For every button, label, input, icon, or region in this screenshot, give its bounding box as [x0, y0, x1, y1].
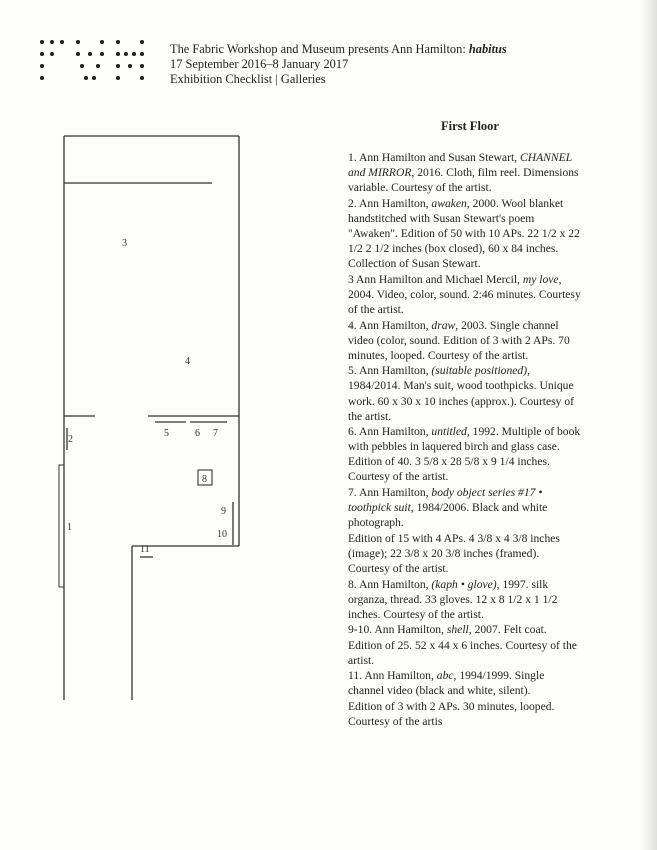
floor-title: First Floor [441, 119, 499, 133]
checklist-item: 9-10. Ann Hamilton, shell, 2007. Felt coat. Edition of 25. 52 x 44 x 6 inches. Courtesy of the artist. [348, 623, 577, 667]
checklist-item: Edition of 15 with 4 APs. 4 3/8 x 4 3/8 inches (image); 22 3/8 x 20 3/8 inches (framed). Courtesy of the artist. [348, 531, 560, 576]
plan-label-7: 7 [213, 428, 218, 439]
plan-wall-piece [59, 465, 64, 587]
checklist-item: 11. Ann Hamilton, abc, 1994/1999. Single channel video (black and white, silent). [348, 669, 545, 698]
scan-page-edge [639, 0, 657, 850]
plan-label-6: 6 [195, 428, 200, 439]
checklist-item: 5. Ann Hamilton, (suitable positioned), 1984/2014. Man's suit, wood toothpicks. Unique work. 60 x 30 x 10 inches (approx.). Courtesy of the artist. [348, 364, 575, 423]
checklist-item: Edition of 3 with 2 APs. 30 minutes, looped. Courtesy of the artis [348, 699, 555, 728]
header-line-1: The Fabric Workshop and Museum presents Ann Hamilton: habitus [170, 42, 507, 56]
checklist [348, 150, 583, 730]
plan-label-1: 1 [67, 522, 72, 533]
plan-label-8: 8 [202, 474, 207, 485]
exhibition-title: habitus [468, 42, 507, 56]
floor-plan [0, 0, 330, 700]
checklist-item: 2. Ann Hamilton, awaken, 2000. Wool blanket handstitched with Susan Stewart's poem "Awaken". Edition of 50 with 10 APs. 22 1/2 x 22 1/2 2 1/2 inches (box closed), 60 x 84 inches. Collection of Susan Stewart. [348, 196, 580, 271]
checklist-item: 3 Ann Hamilton and Michael Mercil, my love, 2004. Video, color, sound. 2:46 minutes. Courtesy of the artist. [348, 272, 581, 316]
checklist-item: 8. Ann Hamilton, (kaph • glove), 1997. silk organza, thread. 33 gloves. 12 x 8 1/2 x 1 1/2 inches. Courtesy of the artist. [348, 577, 558, 621]
header-dates: 17 September 2016–8 January 2017 [170, 57, 349, 71]
plan-label-9: 9 [221, 506, 226, 517]
checklist-item: 6. Ann Hamilton, untitled, 1992. Multiple of book with pebbles in laquered birch and glass case. Edition of 40. 3 5/8 x 28 5/8 x 9 1/4 inches. Courtesy of the artist. [348, 425, 581, 484]
plan-label-11: 11 [140, 544, 150, 555]
checklist-item: 7. Ann Hamilton, body object series #17 • toothpick suit, 1984/2006. Black and white photograph. [348, 486, 548, 530]
plan-label-3: 3 [122, 238, 127, 249]
plan-label-2: 2 [68, 434, 73, 445]
checklist-item: 1. Ann Hamilton and Susan Stewart, CHANNEL and MIRROR, 2016. Cloth, film reel. Dimensions variable. Courtesy of the artist. [348, 151, 579, 195]
plan-label-10: 10 [217, 529, 227, 540]
plan-label-5: 5 [164, 428, 169, 439]
checklist-item: 4. Ann Hamilton, draw, 2003. Single channel video (color, sound. Edition of 3 with 2 APs. 70 minutes, looped. Courtesy of the artist. [348, 318, 570, 362]
header-subtitle: Exhibition Checklist | Galleries [170, 72, 326, 86]
plan-label-4: 4 [185, 356, 190, 367]
